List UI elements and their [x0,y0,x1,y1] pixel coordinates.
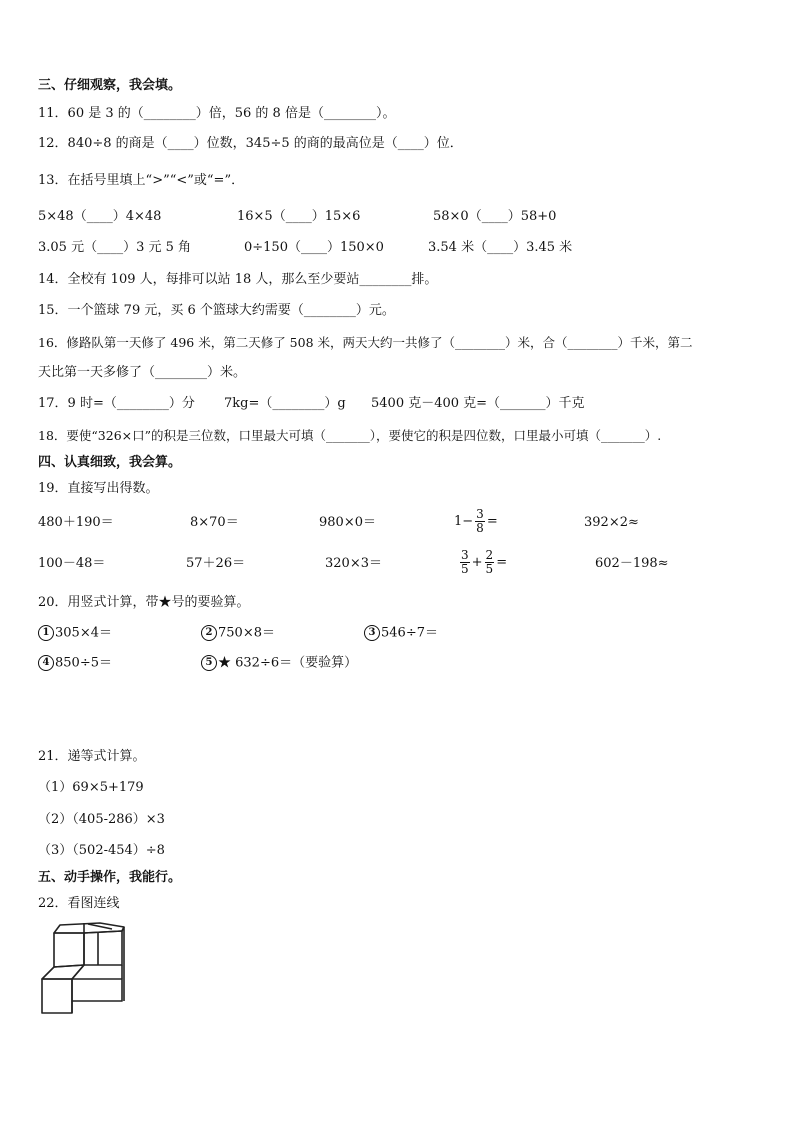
q19-r1-item-1: 480＋190＝ [38,515,114,530]
question-15: 15．一个篮球 79 元，买 6 个篮球大约需要（________）元。 [38,303,395,318]
frac2-operator: + [471,555,483,570]
q20-expression: 305×4＝ [55,625,112,641]
q21-item-2: （2）（405-286）×3 [38,812,165,827]
fraction [485,549,495,576]
q19-r2-item-2: 57＋26＝ [186,556,246,571]
section5-heading: 五、动手操作，我能行。 [38,870,182,885]
q17-item-1: 17．9 时=（________）分 [38,396,195,411]
question-16-line1: 16．修路队第一天修了 496 米，第二天修了 508 米，两天大约一共修了（________）米，合（________）千米，第二 [38,335,693,350]
circled-number: 1 [38,625,54,641]
question-11: 11．60 是 3 的（________）倍，56 的 8 倍是（________）。 [38,106,396,121]
q20-expression: ★ 632÷6＝（要验算） [218,655,358,671]
q20-item-2 [201,625,275,642]
question-13: 13．在括号里填上“>”“<”或“=”． [38,173,245,188]
fraction-numerator: 3 [476,507,484,521]
q21-item-1: （1）69×5+179 [38,780,144,795]
q21-item-3: （3）（502-454）÷8 [38,843,165,858]
circled-number: 3 [364,625,380,641]
fraction-denominator: 5 [461,562,469,576]
q19-r2-item-3: 320×3＝ [325,556,382,571]
q13-item-2: 16×5（____）15×6 [237,209,361,224]
q20-expression: 750×8＝ [218,625,275,641]
question-20: 20．用竖式计算，带★号的要验算。 [38,595,250,610]
q19-fraction-expression-2 [458,545,507,581]
question-12: 12．840÷8 的商是（____）位数，345÷5 的商的最高位是（____）位． [38,136,463,151]
q17-item-3: 5400 克－400 克=（_______）千克 [371,396,585,411]
circled-number: 4 [38,655,54,671]
fraction [475,508,485,535]
q20-item-5 [201,655,357,672]
q13-item-5: 0÷150（____）150×0 [244,240,384,255]
fraction-denominator: 8 [476,521,484,535]
circled-number: 2 [201,625,217,641]
question-21: 21．递等式计算。 [38,749,146,764]
q13-item-6: 3.54 米（____）3.45 米 [428,240,573,255]
section3-heading: 三、仔细观察，我会填。 [38,78,182,93]
q19-r1-item-4: 392×2≈ [584,515,639,530]
q19-r2-item-4: 602－198≈ [595,556,669,571]
q20-expression: 546÷7＝ [381,625,438,641]
q13-item-1: 5×48（____）4×48 [38,209,162,224]
frac1-suffix: = [486,514,498,529]
q20-item-1 [38,625,112,642]
fraction-denominator: 5 [485,562,494,576]
q13-item-4: 3.05 元（____）3 元 5 角 [38,240,192,255]
q19-r1-item-3: 980×0＝ [319,515,376,530]
q20-expression: 850÷5＝ [55,655,112,671]
q20-item-3 [364,625,438,642]
q17-item-2: 7kg=（________）g [224,396,346,411]
frac2-suffix: = [496,555,508,570]
fraction-numerator: 2 [485,548,494,562]
q19-r1-item-2: 8×70＝ [190,515,239,530]
fraction-numerator: 3 [461,548,469,562]
fraction [460,549,470,576]
section4-heading: 四、认真细致，我会算。 [38,455,182,470]
q13-item-3: 58×0（____）58+0 [433,209,557,224]
question-14: 14．全校有 109 人，每排可以站 18 人，那么至少要站________排。 [38,272,438,287]
question-18: 18．要使“326×口”的积是三位数，口里最大可填（_______），要使它的积是四位数，口里最小可填（_______）. [38,428,662,443]
cube-stack-figure [38,921,134,1021]
question-22: 22．看图连线 [38,896,120,911]
frac1-prefix: 1− [454,514,474,529]
q19-fraction-expression-1 [454,504,498,540]
circled-number: 5 [201,655,217,671]
q20-item-4 [38,655,112,672]
q19-r2-item-1: 100－48＝ [38,556,106,571]
question-16-line2: 天比第一天多修了（________）米。 [38,365,247,380]
question-19: 19．直接写出得数。 [38,481,159,496]
